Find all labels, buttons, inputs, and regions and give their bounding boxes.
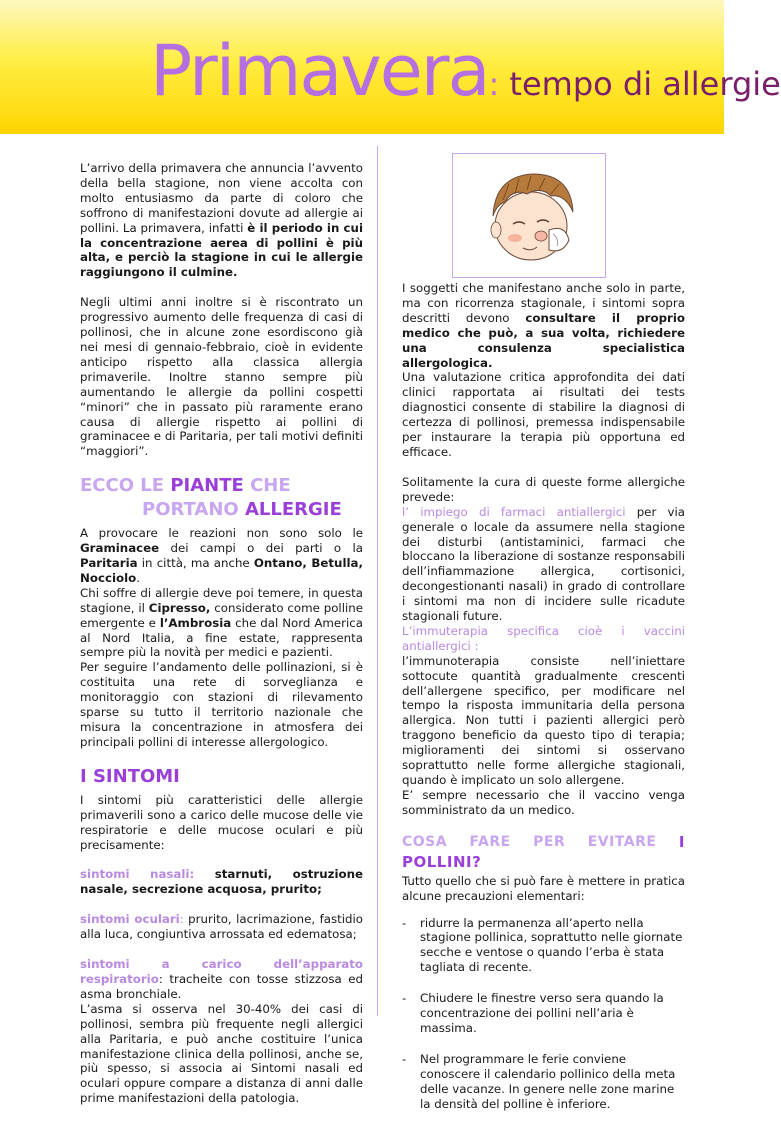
- symptom-ocular: [80, 912, 363, 942]
- plants-paragraph-2: [80, 586, 363, 661]
- therapy-immuno-label: L’immuterapia specifica cioè i vaccini antiallergici :: [402, 623, 685, 653]
- symptom-colon: :: [179, 912, 184, 927]
- text: A provocare le reazioni non sono solo le: [80, 526, 363, 541]
- symptom-text: starnuti, ostruzione nasale, secrezione acquosa, prurito;: [80, 867, 364, 897]
- symptoms-intro: I sintomi più caratteristici delle allergie primaverili sono a carico delle mucose delle vie respiratorie e delle mucose oculari e più precisamente:: [80, 792, 363, 852]
- plants-paragraph-1: [80, 526, 363, 586]
- symptom-respiratory: [80, 957, 363, 1002]
- heading-word-strong: POLLINI?: [402, 852, 482, 871]
- intro-text: L’arrivo della primavera che annuncia l’avvento della bella stagione, non viene accolta con molto entusiasmo da parte di coloro che soffrono di manifestazioni dovute ad allergie ai pollini. La primavera, infatti: [80, 161, 363, 235]
- plant-ambrosia: l’Ambrosia: [159, 615, 232, 630]
- heading-word: PORTANO: [142, 499, 245, 521]
- therapy-drugs: [402, 505, 685, 624]
- bullet-dash: -: [402, 1051, 407, 1066]
- left-column: [80, 161, 363, 1106]
- title-colon: :: [488, 65, 500, 103]
- consult-paragraph: [402, 281, 685, 370]
- title-primavera: Primavera: [150, 30, 489, 112]
- symptom-text: : tracheite con tosse stizzosa ed asma bronchiale.: [80, 971, 363, 1001]
- plant-list: Ontano, Betulla, Nocciolo: [80, 556, 363, 585]
- text: in città, ma anche: [137, 556, 254, 571]
- plant-cipresso: Cipresso,: [148, 600, 211, 615]
- heading-sintomi: [80, 765, 363, 789]
- heading-word-strong: I: [678, 832, 685, 851]
- heading-word: CHE: [243, 475, 291, 497]
- heading-word: PER: [533, 833, 566, 850]
- symptom-text: prurito, lacrimazione, fastidio alla luca, congiuntiva arrossata ed edematosa;: [80, 912, 364, 942]
- symptom-label: sintomi a carico dell’apparato respiratorio: [80, 957, 363, 986]
- bullet-dash: -: [402, 915, 407, 930]
- list-item: [402, 1052, 685, 1112]
- text: I soggetti che manifestano anche solo in parte, ma con ricorrenza stagionale, i sintomi sopra descritti devono: [402, 281, 685, 325]
- list-item-text: Nel programmare le ferie conviene conoscere il calendario pollinico della meta delle vacanze. In genere nelle zone marine la densità del polline è inferiore.: [420, 1051, 676, 1111]
- precautions-intro: Tutto quello che si può fare è mettere in pratica alcune precauzioni elementari:: [402, 873, 685, 903]
- symptom-label: sintomi nasali:: [80, 867, 195, 882]
- heading-word-strong: ALLERGIE: [245, 499, 342, 521]
- diagnosis-paragraph: Una valutazione critica approfondita dei dati clinici rapportata ai risultati dei tests diagnostici consente di stabilire la diagnosi di certezza di pollinosi, premessa indispensabile per instaurare la terapia più opportuna ed efficace.: [402, 370, 685, 459]
- intro-paragraph: [80, 161, 363, 280]
- therapy-label: l’ impiego di farmaci antiallergici: [402, 504, 626, 519]
- text: considerato come polline emergente e: [80, 600, 364, 630]
- list-item: [402, 991, 685, 1036]
- consult-highlight: consultare il proprio medico che può, a sua volta, richiedere una consulenza specialistica allergologica.: [402, 310, 685, 370]
- right-column: [402, 281, 685, 1128]
- heading-word: COSA: [402, 833, 448, 850]
- column-divider: [377, 146, 378, 1016]
- therapy-immuno-text: l’immunoterapia consiste nell’iniettare sottocute quantità gradualmente crescenti dell’allergene specifico, per modificare nel tempo la risposta immunitaria della persona allergica. Non tutti i pazienti allergici però traggono beneficio da questo tipo di terapia; miglioramenti dei sintomi si osservano soprattutto nelle forme allergiche stagionali, quando è implicato un solo allergene.: [402, 653, 685, 787]
- heading-word: I: [80, 765, 93, 787]
- symptom-nasal: [80, 867, 363, 897]
- list-item-text: ridurre la permanenza all’aperto nella stagione pollinica, soprattutto nelle giornate secche e ventose o quando l’erba è stata tagliata di recente.: [420, 915, 683, 975]
- heading-piante: [80, 474, 363, 522]
- therapy-text: per via generale o locale da assumere nella stagione dei disturbi (antistaminici, farmaci che bloccano la liberazione di sostanze responsabili dell’infiammazione allergica, cortisonici, decongestionanti nasali) in grado di controllare i sintomi ma non di incidere sulle ricadute stagionali future.: [402, 504, 685, 624]
- sneezing-child-illustration: [452, 153, 606, 278]
- heading-word: ECCO LE: [80, 475, 171, 497]
- intro-highlight: è il periodo in cui la concentrazione aerea di pollini è più alta, e perciò la stagione in cui le allergie raggiungono il culmine.: [80, 220, 363, 280]
- child-drawing: [453, 154, 607, 279]
- monitoring-paragraph: Per seguire l’andamento delle pollinazioni, si è costituita una rete di sorveglianza e monitoraggio con stazioni di rilevamento sparse su tutto il territorio nazionale che misura la concentrazione in atmosfera dei principali pollini di interesse allergologico.: [80, 660, 363, 749]
- title-subtitle: tempo di allergie: [499, 65, 781, 103]
- asthma-paragraph: L’asma si osserva nel 30-40% dei casi di pollinosi, sembra più frequente negli allergici alla Paritaria, e può anche costituire l’unica manifestazione clinica della pollinosi, anche se, più spesso, si associa ai Sintomi nasali ed oculari oppure compare a distanza di anni dalle prime manifestazioni della patologia.: [80, 1001, 363, 1106]
- vaccine-note: E’ sempre necessario che il vaccino venga somministrato da un medico.: [402, 787, 685, 817]
- heading-row: [402, 832, 685, 852]
- bullet-dash: -: [402, 991, 407, 1006]
- therapy-intro: Solitamente la cura di queste forme allergiche prevede:: [402, 474, 685, 504]
- text: .: [136, 570, 141, 585]
- symptom-label: sintomi oculari: [80, 912, 180, 927]
- plant-graminacee: Graminacee: [80, 541, 160, 556]
- list-item: [402, 916, 685, 976]
- heading-word: EVITARE: [587, 833, 657, 850]
- heading-word: FARE: [469, 833, 511, 850]
- heading-line-2: [80, 498, 363, 522]
- plant-paritaria: Paritaria: [80, 556, 138, 571]
- heading-word-strong: PIANTE: [170, 475, 244, 497]
- text: Chi soffre di allergie deve poi temere, in questa stagione, il: [80, 585, 363, 615]
- page-title: [150, 30, 781, 112]
- heading-evitare: [402, 832, 685, 872]
- text: dei campi o dei parti o la: [159, 541, 363, 556]
- text: che dal Nord America al Nord Italia, a fine estate, rappresenta sempre più la novità per medici e pazienti.: [80, 615, 363, 660]
- list-item-text: Chiudere le finestre verso sera quando la concentrazione dei pollini nell’aria è massima.: [420, 991, 664, 1035]
- heading-word-strong: SINTOMI: [92, 765, 180, 787]
- trend-paragraph: Negli ultimi anni inoltre si è riscontrato un progressivo aumento delle frequenza di casi di pollinosi, che in alcune zone esordiscono già nei mesi di gennaio-febbraio, cioè in evidente anticipo rispetto alla classica allergia primaverile. Inoltre stanno sempre più aumentando le allergie da pollini cospetti “minori” che in passato più raramente erano causa di allergie rispetto ai pollini di graminacee e di Paritaria, per tali motivi definiti “maggiori”.: [80, 295, 363, 459]
